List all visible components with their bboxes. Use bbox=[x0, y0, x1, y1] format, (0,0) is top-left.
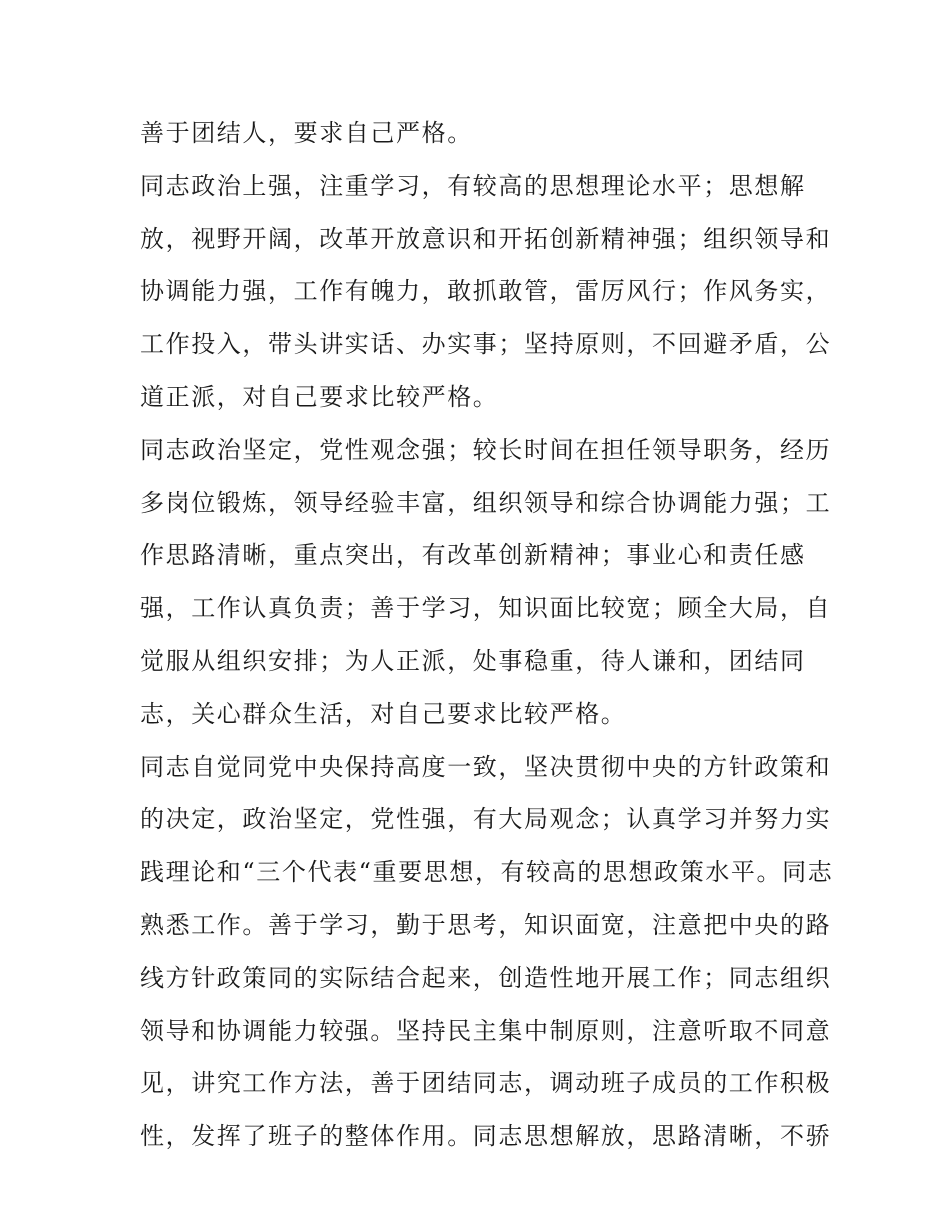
text-line: 线方针政策同的实际结合起来，创造性地开展工作；同志组织 bbox=[140, 963, 832, 992]
text-line: 同志政治坚定，党性观念强；较长时间在担任领导职务，经历 bbox=[140, 435, 832, 464]
text-line: 践理论和“三个代表“重要思想，有较高的思想政策水平。同志 bbox=[140, 858, 834, 887]
text-line: 的决定，政治坚定，党性强，有大局观念；认真学习并努力实 bbox=[140, 805, 832, 834]
text-line: 工作投入，带头讲实话、办实事；坚持原则，不回避矛盾，公 bbox=[140, 330, 832, 359]
text-line: 放，视野开阔，改革开放意识和开拓创新精神强；组织领导和 bbox=[140, 224, 832, 253]
text-line: 多岗位锻炼，领导经验丰富，组织领导和综合协调能力强；工 bbox=[140, 488, 832, 517]
text-line: 作思路清晰，重点突出，有改革创新精神；事业心和责任感 bbox=[140, 541, 806, 570]
document-body bbox=[140, 107, 834, 1163]
text-line: 同志政治上强，注重学习，有较高的思想理论水平；思想解 bbox=[140, 171, 806, 200]
text-line: 同志自觉同党中央保持高度一致，坚决贯彻中央的方针政策和 bbox=[140, 752, 832, 781]
text-line: 熟悉工作。善于学习，勤于思考，知识面宽，注意把中央的路 bbox=[140, 910, 832, 939]
text-line: 志，关心群众生活，对自己要求比较严格。 bbox=[140, 699, 627, 728]
text-line: 强，工作认真负责；善于学习，知识面比较宽；顾全大局，自 bbox=[140, 594, 832, 623]
text-line: 道正派，对自己要求比较严格。 bbox=[140, 382, 499, 411]
text-line: 见，讲究工作方法，善于团结同志，调动班子成员的工作积极 bbox=[140, 1069, 832, 1098]
text-line: 协调能力强，工作有魄力，敢抓敢管，雷厉风行；作风务实， bbox=[140, 277, 832, 306]
text-line: 觉服从组织安排；为人正派，处事稳重，待人谦和，团结同 bbox=[140, 646, 806, 675]
text-line: 性，发挥了班子的整体作用。同志思想解放，思路清晰，不骄 bbox=[140, 1122, 832, 1151]
text-line: 善于团结人，要求自己严格。 bbox=[140, 119, 473, 147]
text-line: 领导和协调能力较强。坚持民主集中制原则，注意听取不同意 bbox=[140, 1016, 832, 1045]
